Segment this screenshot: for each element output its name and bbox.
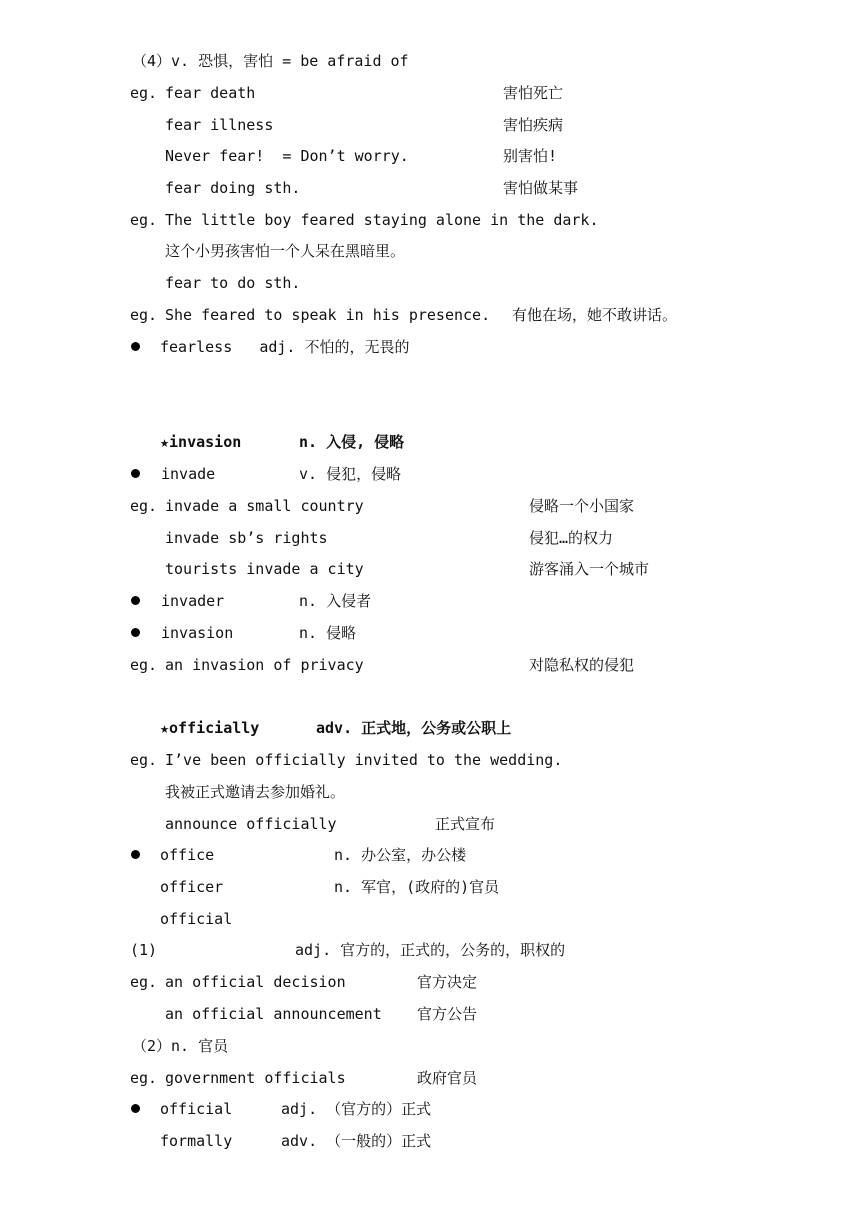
derived-definition: adv. （一般的）正式 — [281, 1132, 432, 1150]
example-zh: 官方决定 — [417, 973, 478, 991]
example-zh: 侵略一个小国家 — [529, 497, 635, 515]
bullet-icon — [131, 342, 140, 351]
sense-label: (1) — [130, 941, 158, 959]
example-zh: 害怕做某事 — [503, 179, 579, 197]
fear-heading: （4）v. 恐惧，害怕 = be afraid of — [132, 52, 409, 70]
bullet-icon — [131, 628, 140, 637]
example-zh: 对隐私权的侵犯 — [529, 656, 635, 674]
eg-label: eg. — [130, 84, 158, 102]
example-zh: 官方公告 — [417, 1005, 478, 1023]
example-en: invade a small country — [165, 497, 364, 515]
example-en: fear illness — [165, 116, 274, 134]
derived-word: invade — [161, 465, 216, 483]
bullet-icon — [131, 596, 140, 605]
eg-label: eg. — [130, 211, 158, 229]
example-sentence-en: I’ve been officially invited to the wedding. — [165, 751, 563, 769]
example-zh: 别害怕! — [503, 147, 558, 165]
bullet-icon — [131, 850, 140, 859]
eg-label: eg. — [130, 1069, 158, 1087]
example-zh: 政府官员 — [417, 1069, 478, 1087]
example-en: tourists invade a city — [165, 560, 364, 578]
example-en: government officials — [165, 1069, 346, 1087]
sense-definition: adj. 官方的，正式的，公务的，职权的 — [295, 941, 566, 959]
derived-definition: adj. （官方的）正式 — [281, 1100, 432, 1118]
derived-definition: n. 侵略 — [299, 624, 357, 642]
usage-pattern: fear to do sth. — [165, 274, 301, 292]
example-en: an official announcement — [165, 1005, 382, 1023]
bullet-icon — [131, 469, 140, 478]
bullet-icon — [131, 1104, 140, 1113]
derived-definition: n. 入侵者 — [299, 592, 372, 610]
example-sentence-en: She feared to speak in his presence. — [165, 306, 491, 324]
example-en: fear death — [165, 84, 256, 102]
derived-word: invader — [161, 592, 225, 610]
example-en: fear doing sth. — [165, 179, 301, 197]
headword: ★invasion — [160, 433, 242, 451]
derived-definition: n. 军官，(政府的)官员 — [334, 878, 500, 896]
example-en: announce officially — [165, 815, 337, 833]
eg-label: eg. — [130, 973, 158, 991]
example-en: an official decision — [165, 973, 346, 991]
derived-word: office — [160, 846, 215, 864]
derived-word: official — [160, 910, 233, 928]
sense-definition: （2）n. 官员 — [132, 1037, 229, 1055]
example-sentence-en: The little boy feared staying alone in the dark. — [165, 211, 599, 229]
derived-word: invasion — [161, 624, 234, 642]
example-zh: 害怕疾病 — [503, 116, 564, 134]
eg-label: eg. — [130, 306, 158, 324]
derived-word: fearless adj. 不怕的，无畏的 — [160, 338, 410, 356]
eg-label: eg. — [130, 656, 158, 674]
derived-definition: n. 办公室，办公楼 — [334, 846, 467, 864]
headword-definition: n. 入侵, 侵略 — [299, 433, 405, 451]
eg-label: eg. — [130, 497, 158, 515]
headword: ★officially — [160, 719, 260, 737]
eg-label: eg. — [130, 751, 158, 769]
example-en: an invasion of privacy — [165, 656, 364, 674]
example-zh: 侵犯…的权力 — [529, 529, 614, 547]
derived-definition: v. 侵犯，侵略 — [299, 465, 402, 483]
example-sentence-zh: 我被正式邀请去参加婚礼。 — [165, 783, 346, 801]
derived-word: formally — [160, 1132, 233, 1150]
example-en: Never fear! = Don’t worry. — [165, 147, 409, 165]
example-zh: 游客涌入一个城市 — [529, 560, 650, 578]
example-zh: 正式宣布 — [435, 815, 496, 833]
derived-word: officer — [160, 878, 224, 896]
derived-word: official — [160, 1100, 233, 1118]
example-sentence-zh: 这个小男孩害怕一个人呆在黑暗里。 — [165, 242, 406, 260]
example-zh: 害怕死亡 — [503, 84, 564, 102]
example-en: invade sb’s rights — [165, 529, 328, 547]
headword-definition: adv. 正式地，公务或公职上 — [316, 719, 512, 737]
example-sentence-zh: 有他在场，她不敢讲话。 — [512, 306, 678, 324]
